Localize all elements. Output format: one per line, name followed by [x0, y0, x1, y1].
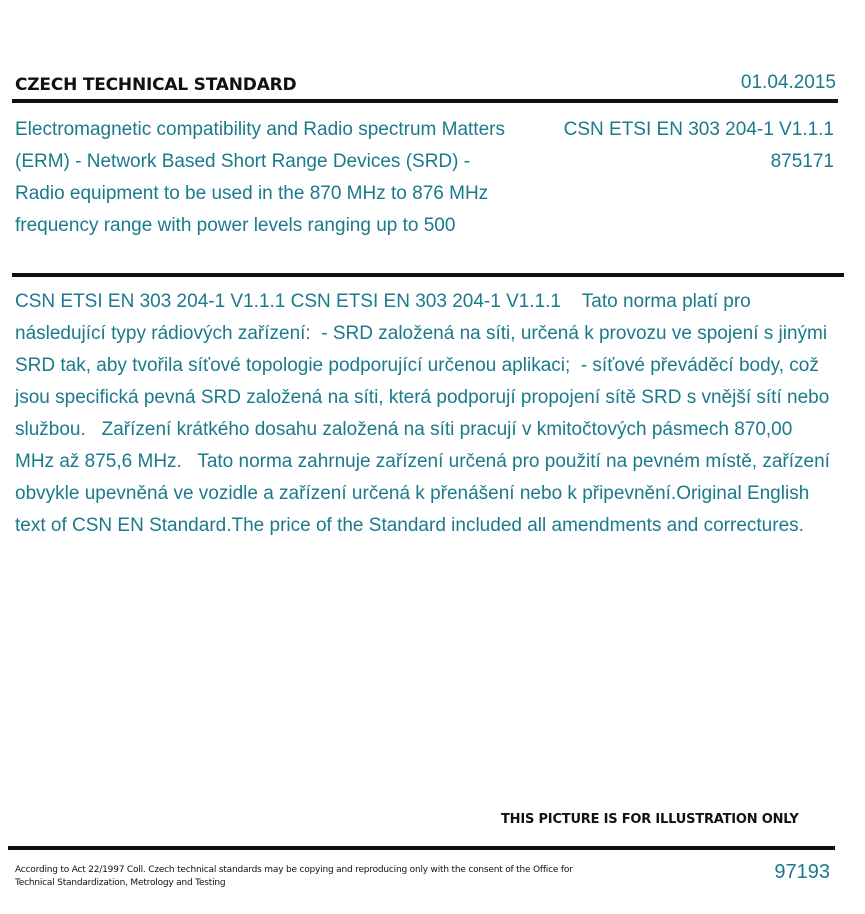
- document-number: 97193: [774, 861, 830, 883]
- publication-date: 01.04.2015: [740, 72, 836, 93]
- catalog-number: 875171: [770, 151, 834, 172]
- standard-title: Electromagnetic compatibility and Radio spectrum Matters (ERM) - Network Based Short Range Devices (SRD) - Radio equipment to be used in the 870 MHz to 876 MHz frequency range with power levels ranging up to 500: [15, 119, 505, 236]
- standard-description: CSN ETSI EN 303 204-1 V1.1.1 CSN ETSI EN 303 204-1 V1.1.1 Tato norma platí pro následující typy rádiových zařízení: - SRD založená na síti, určená k provozu ve spojení s jinými SRD tak, aby tvořila síťové topologie podporující určenou aplikaci; - síťové převáděcí body, což jsou specifická pevná SRD založená na síti, která podporují propojení sítě SRD s vnější sítí nebo službou. Zařízení krátkého dosahu založená na síti pracují v kmitočtových pásmech 870,00 MHz až 875,6 MHz. Tato norma zahrnuje zařízení určená pro použití na pevném místě, zařízení obvykle upevněná ve vozidle a zařízení určená k přenášení nebo k připevnění.Original English text of CSN EN Standard.The price of the Standard included all amendments and correctures.: [15, 291, 836, 536]
- standard-id: CSN ETSI EN 303 204-1 V1.1.1: [563, 119, 834, 140]
- illustration-disclaimer: THIS PICTURE IS FOR ILLUSTRATION ONLY: [501, 812, 799, 827]
- title-divider: [12, 273, 844, 277]
- legal-note: According to Act 22/1997 Coll. Czech technical standards may be copying and reproducing only with the consent of the Office for Technical Standardization, Metrology and Testing: [15, 865, 573, 888]
- document-category: CZECH TECHNICAL STANDARD: [15, 75, 297, 95]
- standard-identifier: [564, 114, 834, 178]
- footer-divider: [8, 846, 835, 850]
- header-divider: [12, 99, 838, 103]
